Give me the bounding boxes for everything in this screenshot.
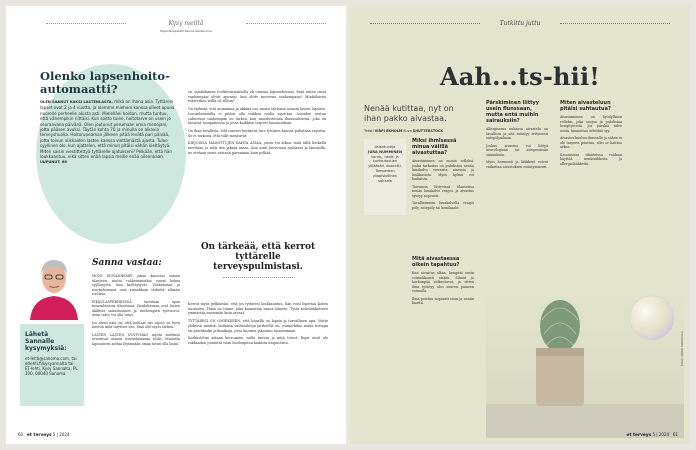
footer-brand: et terveys [26, 433, 52, 438]
column-paragraph: Joskus aivastus voi liittyä neurologisiin tai aivoperäisiin sairauksiin. [486, 143, 548, 157]
column-paragraph: Tavallisimmin limakalvolla reagoi pöly, siitepöly tai kemikaalit. [412, 201, 474, 210]
question-body [40, 99, 176, 166]
pull-quote-text: On tärkeää, että kerrot tyttärelle terveyspulmistasi. [200, 242, 316, 272]
answer-paragraph: LASTEN LASTEN SYNTYMÄN myötä mielessä avautuvat monen isovanhemman roolit. Muistelu lapsuuteen auttaa löytämään oman tavan olla läsnä. [92, 332, 180, 346]
question-block [40, 70, 176, 166]
author-portrait [26, 252, 82, 320]
byline-label: Teksti [364, 129, 374, 133]
column-paragraph: Ilma poistuu nopeasti suun ja nenän kautta. [412, 296, 474, 305]
contact-box [20, 324, 84, 406]
byline-source: SHUTTERSTOCK [412, 129, 444, 133]
byline [364, 129, 472, 133]
left-page [6, 6, 346, 444]
contact-info: et-lehti@sanoma.com, tai etlehti.fi/kysyannalta tai ET-lehti, Kysy Sannalta, PL 100, 00040 Sanoma [25, 355, 78, 377]
column-paragraph: Aivastaminen on monia refleksi, jonka tarkoitus on puhdistaa nenän limakalvo vieraista aineista ja hiukkasista. Myös kylmä voi laukaista. [412, 159, 474, 181]
column-paragraph: Aivastaminen on hyödyllinen refleksi, joka suojaa ja puhdistaa hengitysteitä. Jos pärskiä tulee usein, kannattaa selvittää syy. [560, 115, 622, 133]
column-paragraph: Kun aivastus alkaa, hengität ensin voimakkaasti sisään. Silmät ja kurkunpää sulkeutuvat, ja sitten ilma työntyy ulos suuren paineen voimalla. [412, 271, 474, 293]
question-text: mikä on ihana asia. Tyttäreni lapset ovat 2 ja 4 vuotta, ja olemme mieheni kanssa olleet apuna nuorelle perheelle alusta asti. Mielelläni hoidan, mutta tuntuu, että vähempikin riittäisi. Kun soitto tulee, hoitotarve on usein jo seuraavana päivänä. Olen joutunut perumaan omia menojani, jotta pääsen avuksi. Täytän kohta 70 ja minulla on alkavia terveyshuolia. Hoitorupeaman jälkeen pitää levätä pari päivää, jotta toivun viikkaiden lasten kanssa viettämästä ajasta. Tulee syyllinen olo, kun ajattelen, että minun pitäisi vähän kieltäytyä. Miten saisin viestittettyä tyttärelle ajatukseni? Pelkään, että hän loukkaantuu, eikä sitten enää lapsia meille enää oilennkaan. [40, 99, 175, 160]
column-header [126, 20, 246, 33]
column-heading: Mitä aivastaessa oikein tapahtuu? [412, 256, 460, 268]
cactus-photo [486, 276, 684, 438]
column-paragraph: Allergisessa nuhassa aivastelu on tavallista ja sitä esiintyy erityisesti siitepölyaikaan. [486, 127, 548, 140]
article-column-b [486, 100, 548, 172]
expert-box [364, 139, 406, 215]
expert-title: Asiantuntija [374, 145, 396, 149]
column-heading: Miten aivasteluun pitäisi suhtautua? [560, 100, 611, 112]
mid-paragraph: On tärkeää, että mummina ja ukkina saa omien tahtonsa asiasta lasten lapsista. Isovanhemmilla ei pitäisi olla tiukkaa roolia rajoittaa. Asioiden vastuu suhteessa vanhempiin on tärkeä, kun muodostetaan ihmissuhdetta, joka on hyvässä tasapainossa ja jossa kaikkien tarpeet huomioidaan. [188, 107, 326, 126]
footer-left [18, 432, 69, 438]
footer-issue: 5 | 2024 [652, 432, 670, 437]
column-heading: Miksi ihmisessä minua välillä aivastuttaa? [412, 138, 457, 156]
answer-column-left [92, 274, 180, 349]
mid-paragraph: KIRJOISSA MAINITTUJEN KAHTA ASIAA, joista voi alkaa: mitä tällä hetkellä tarvitaan ja mitä itse jaksaa antaa. Kun asiat kerrotaan rauhassa ja lämmöllä, ne otetaan usein vastaan paremmin kuin pelkää. [188, 141, 326, 155]
footer-brand: et terveys [626, 433, 652, 438]
column-paragraph: Myös hormonit ja lääkkeet voivat vaikuttaa aivastuksen esiintymiseen. [486, 160, 548, 169]
right-page [350, 6, 690, 444]
expert-name: JURA NUMMINEN [368, 149, 402, 154]
mid-paragraph: On ihan tavallista, että tunteet heräävät, kun tyttären kanssa puhutaan rajoista. Se ei tarkoita, että välit menisivät. [188, 128, 326, 138]
portrait-illustration [26, 252, 82, 320]
mid-paragraph: Keskustelun aikana kerromme, miltä tuntuu ja mitä toivot. Rajat eivät ole rakkauden puutetta vaan huolenpitoa kaikista osapuolista. [188, 336, 328, 345]
header-divider-left [46, 23, 126, 24]
column-paragraph: Aivastus kuuluu ihmiselle ja siihen ei ole tarpeen puuttua, ellei se haittaa arkea. [560, 136, 622, 149]
article-column-a-lower [412, 256, 474, 309]
lead-text: Nenää kutittaa, nyt on ihan pakko aivastaa. [364, 104, 454, 123]
byline-author: VIRPI EKHOLM [374, 129, 403, 133]
page-number: 60 [18, 432, 24, 437]
answer-paragraph: PIKKULASPERHEESSÄ tarvitaan apua monenlaisissa tilanteissa. Hoidettavana ovat lasten äkilliset sairastumiset ja vanhempien työvuorot. Avun tarve voi olla suuri. [92, 299, 180, 317]
answer-column-mid [188, 90, 326, 158]
answer-column-mid-lower [188, 302, 328, 349]
column-author: Psykoterapeutti Sanna Aavaluoma [160, 29, 212, 33]
mid-paragraph: Kerrot myös pelkäävän, että jos tyttäresi loukkaantuu, hän voisi lopettaa lasten tuomisen. Tämä on tunne, joka kannattaa sanoa ääneen. Tytär todennäköisesti ymmärtää enemmän kuin arvaat. [188, 302, 328, 316]
header-divider-right [246, 23, 326, 24]
footer-issue: 5 | 2024 [52, 432, 70, 437]
answer-paragraph: MONI ISOVANHEMPI jakaa kanssasi saman tilanteen, mutta rohkeimmatkin voivat kokea syyllisyyttä, kun kieltäytyvät. Vanhemmat ja isovanhemmat ovat rinnakkain tärkeitä elämän roolissa. [92, 274, 180, 296]
question-lead: OLEN SAANUT KAKSI LASTENLASTA, [40, 100, 113, 104]
answer-heading: Sanna vastaa: [92, 258, 162, 268]
expert-description: korva-, nenä- ja kurkkutautien ylilääkäri, dosentti, Tampereen yliopistollinen sairaala [368, 154, 402, 183]
byline-kuva: Kuva [403, 129, 412, 133]
column-kicker: Kysy meiltä [168, 20, 204, 27]
column-paragraph: Taivaisiin liittyvissä tilanteissa nenän limakalvo reagoi, ja aivastus syntyy nopeasti. [412, 184, 474, 198]
column-paragraph: Kroonisissa tilanteissa voidaan käyttää nenäsuihkeita ja allergialääkkeitä. [560, 152, 622, 166]
section-kicker: Tutkittu juttu [499, 20, 541, 27]
pull-quote-divider [223, 277, 293, 278]
article-column-c [560, 100, 622, 169]
contact-title: Lähetä Sannalle kysymyksiä: [25, 331, 67, 353]
column-heading: Pärskiminen liittyy usein flunssaan, mutta entä muihin sairauksiin? [486, 100, 540, 124]
article-column-a [412, 138, 474, 213]
mid-paragraph: sa, minkälainen roolitovarnuksella oli omassa lapsuudessasi. Entä miten omat vanhempasi olivat apunasi, kun olitte tuoreena vanhempana? Minkälaisen tukiverkon teillä oli silloin? [188, 90, 326, 104]
photo-credit: KUVA: MIKKO MARKKULA [680, 331, 684, 366]
page-number: 61 [672, 432, 678, 437]
mid-paragraph: TYTTÄRESI ON OMIEKSEEN, että hänellä on lapsia ja turvallinen apu. Voitte yhdessä miettiä, millaisia vaihtoehtoja perheellä on, esimerkiksi muita hoitajia tai päiväkodin jatkoaikoja, jotta kuorma jakautuu tasaisemmin. [188, 319, 328, 333]
footer-right [627, 432, 678, 438]
pull-quote [198, 242, 318, 278]
answer-paragraph: Jos aivan näin on, että kohtaat nyt rajasi, on hyvä miettiä mitä tarvitset itse. Sinä olet myös tärkeä. [92, 320, 180, 329]
question-title: Olenko lapsenhoito-automaatti? [40, 69, 170, 96]
article-lead [364, 104, 472, 133]
article-title: Aah...ts-hii! [439, 62, 601, 91]
question-signature: UUPUNUT, 68 [40, 160, 67, 165]
cactus-illustration [486, 276, 684, 438]
